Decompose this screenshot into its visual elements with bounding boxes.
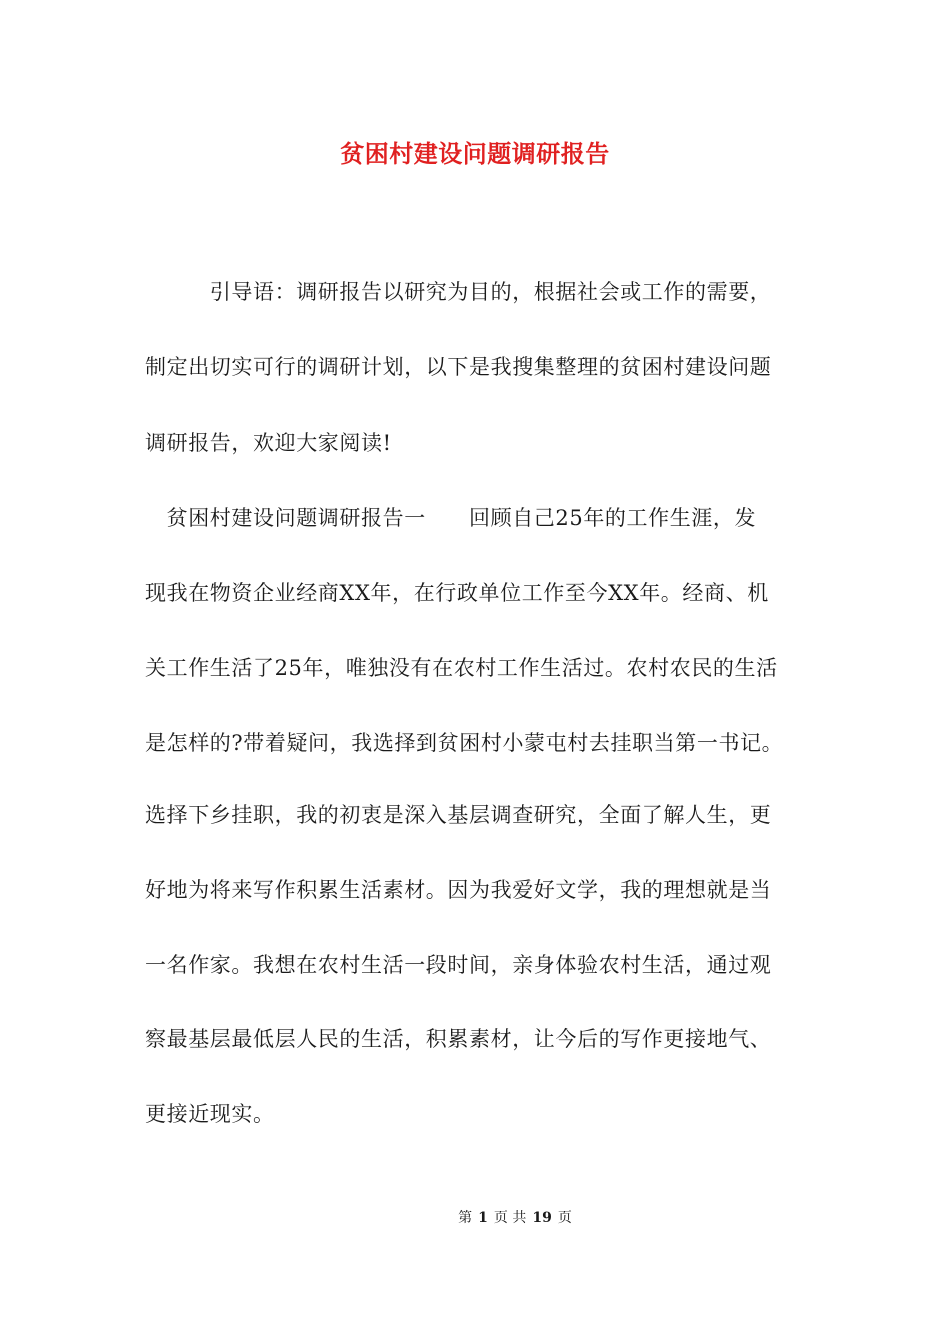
body-line-1: 引导语：调研报告以研究为目的，根据社会或工作的需要， [145, 280, 772, 304]
body-line-10: 一名作家。我想在农村生活一段时间，亲身体验农村生活，通过观 [145, 953, 772, 977]
document-title: 贫困村建设问题调研报告 [340, 139, 610, 168]
body-line-4: 贫困村建设问题调研报告一 回顾自己25年的工作生涯，发 [145, 506, 757, 530]
footer-current-page: 1 [478, 1210, 488, 1226]
body-line-6: 关工作生活了25年，唯独没有在农村工作生活过。农村农民的生活 [145, 656, 778, 680]
body-line-9: 好地为将来写作积累生活素材。因为我爱好文学，我的理想就是当 [145, 878, 772, 902]
body-line-12: 更接近现实。 [145, 1102, 275, 1126]
body-line-5: 现我在物资企业经商XX年，在行政单位工作至今XX年。经商、机 [145, 581, 769, 605]
body-line-8: 选择下乡挂职，我的初衷是深入基层调查研究，全面了解人生，更 [145, 803, 772, 827]
body-line-2: 制定出切实可行的调研计划，以下是我搜集整理的贫困村建设问题 [145, 355, 772, 379]
body-line-3: 调研报告，欢迎大家阅读! [145, 431, 392, 455]
footer-suffix: 页 [557, 1210, 572, 1226]
footer-middle: 页 共 [493, 1210, 527, 1226]
footer-prefix: 第 [458, 1210, 473, 1226]
body-line-7: 是怎样的?带着疑问，我选择到贫困村小蒙屯村去挂职当第一书记。 [145, 731, 784, 755]
page-number-footer [0, 1208, 950, 1228]
body-line-11: 察最基层最低层人民的生活，积累素材，让今后的写作更接地气、 [145, 1027, 772, 1051]
footer-total-pages: 19 [532, 1210, 552, 1226]
